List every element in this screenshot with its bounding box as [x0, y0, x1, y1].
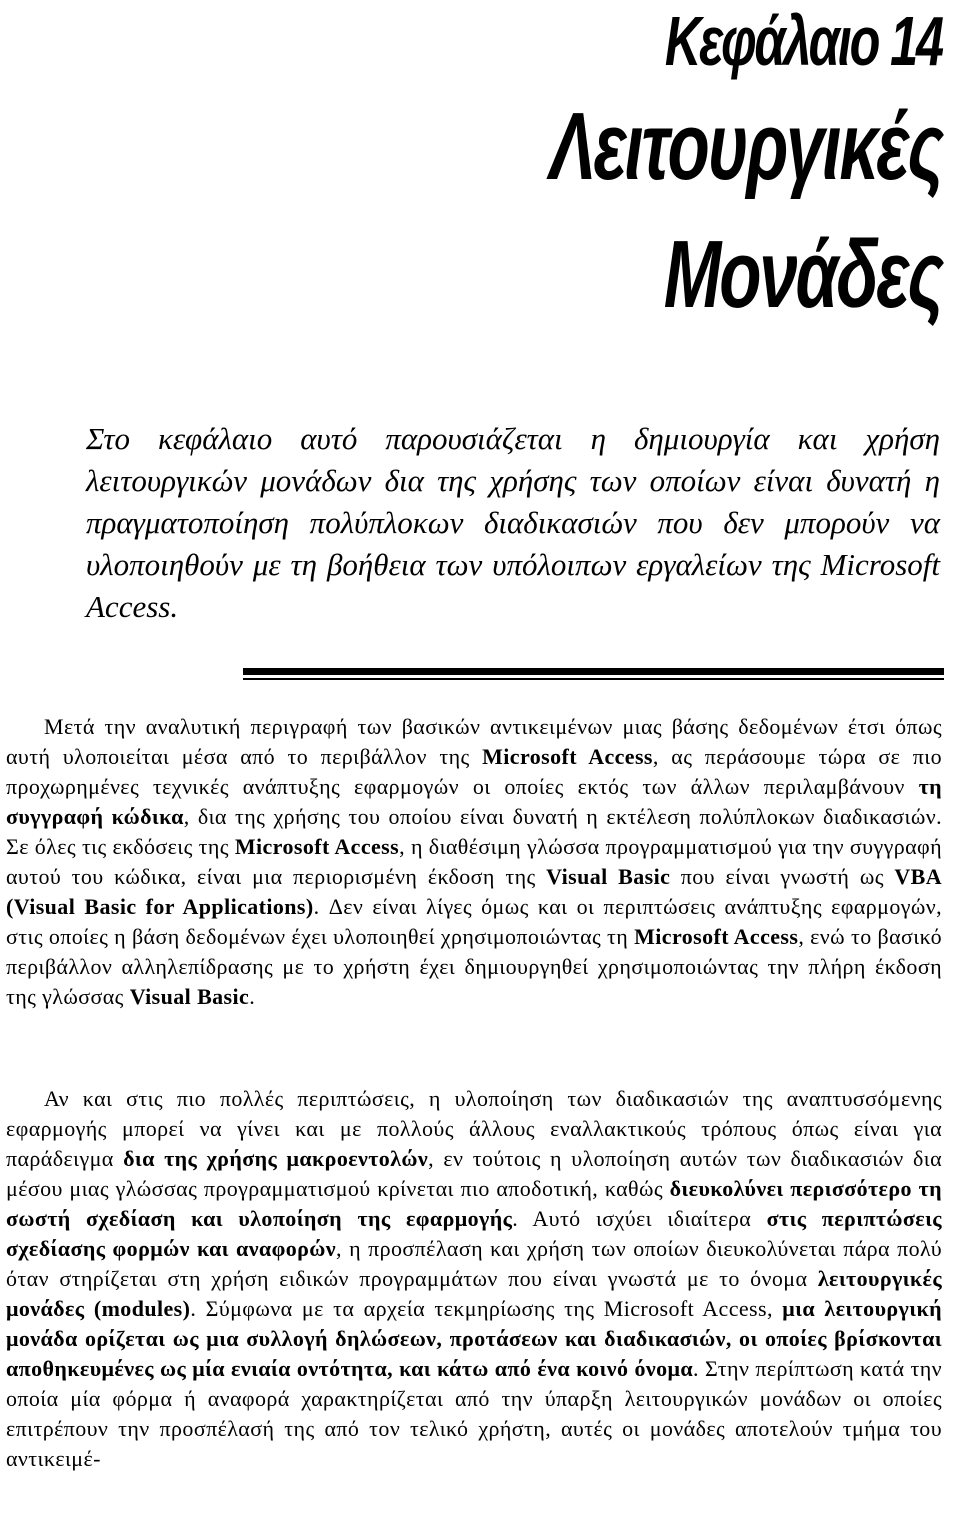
para1-bold-5: VBA (Visual Basic for Applications) [6, 864, 942, 919]
para1-bold-7: Visual Basic [129, 984, 250, 1009]
para2-text-3: . Αυτό ισχύει ιδιαίτερα [512, 1206, 767, 1231]
body-paragraph-2 [6, 1084, 942, 1474]
para2-bold-4: λειτουργικές μονάδες (modules) [6, 1266, 942, 1321]
chapter-intro-text: Στο κεφάλαιο αυτό παρουσιάζεται η δημιουργία και χρήση λειτουργικών μονάδων δια της χρήσης των οποίων είναι δυνατή η πραγματοποίηση πολύπλοκων διαδικασιών που δεν μπορούν να υλοποιηθούν με τη βοήθεια των υπόλοιπων εργαλείων της Microsoft Access. [86, 421, 940, 624]
para2-text-5: . Σύμφωνα με τα αρχεία τεκμηρίωσης της Microsoft Access, [190, 1296, 783, 1321]
para2-bold-1: δια της χρήσης μακροεντολών [123, 1146, 429, 1171]
section-divider [243, 668, 944, 680]
para2-text-2: , εν τούτοις η υλοποίηση αυτών των διαδικασιών δια μέσου μιας γλώσσας προγραμματισμού κρίνεται πιο αποδοτική, καθώς [6, 1146, 943, 1201]
divider-thick-rule [243, 668, 944, 675]
para1-text-2: , ας περάσουμε τώρα σε πιο προχωρημένες τεχνικές ανάπτυξης εφαρμογών οι οποίες εκτός των άλλων περιλαμβάνουν [6, 744, 942, 799]
para1-bold-3: Microsoft Access [234, 834, 400, 859]
para1-bold-1: Microsoft Access [482, 744, 653, 769]
divider-thin-rule [243, 678, 944, 680]
para2-bold-2: διευκολύνει περισσότερο τη σωστή σχεδίαση και υλοποίηση της εφαρμογής [6, 1176, 942, 1231]
para1-text-7: , ενώ το βασικό περιβάλλον αλληλεπίδρασης με το χρήστη έχει δημιουργηθεί χρησιμοποιώντας την πλήρη έκδοση της γλώσσας [6, 924, 942, 1009]
para1-text-8: . [249, 984, 256, 1009]
para2-text-1: Αν και στις πιο πολλές περιπτώσεις, η υλοποίηση των διαδικασιών της αναπτυσσόμενης εφαρμογής μπορεί να γίνει και με πολλούς άλλους εναλλακτικούς τρόπους όπως είναι για παράδειγμα [6, 1086, 942, 1171]
para1-text-6: . Δεν είναι λίγες όμως και οι περιπτώσεις ανάπτυξης εφαρμογών, στις οποίες η βάση δεδομένων έχει υλοποιηθεί χρησιμοποιώντας τη [6, 894, 942, 949]
para1-text-1: Μετά την αναλυτική περιγραφή των βασικών αντικειμένων μιας βάσης δεδομένων έτσι όπως αυτή υλοποιείται μέσα από το περιβάλλον της [6, 714, 942, 769]
chapter-title-line2: Μονάδες [663, 221, 942, 328]
para1-text-5: που είναι γνωστή ως [670, 864, 895, 889]
para1-text-3: , δια της χρήσης του οποίου είναι δυνατή η εκτέλεση πολύπλοκων διαδικασιών. Σε όλες τις εκδόσεις της [6, 804, 942, 859]
chapter-title [397, 0, 942, 338]
para2-bold-3: στις περιπτώσεις σχεδίασης φορμών και αναφορών [6, 1206, 942, 1261]
para1-bold-2: τη συγγραφή κώδικα [6, 774, 942, 829]
para2-text-6: . Στην περίπτωση κατά την οποία μία φόρμα ή αναφορά χαρακτηρίζεται από την ύπαρξη λειτουργικών μονάδων οι οποίες επιτρέπουν την προσπέλασή της από τον τελικό χρήστη, αυτές οι μονάδες αποτελούν τμήμα του αντικειμέ- [6, 1356, 942, 1471]
para2-bold-5: μια λειτουργική μονάδα ορίζεται ως μια συλλογή δηλώσεων, προτάσεων και διαδικασιών, οι οποίες βρίσκονται αποθηκευμένες ως μία ενιαία οντότητα, και κάτω από ένα κοινό όνομα [6, 1296, 942, 1381]
para2-text-4: , η προσπέλαση και χρήση των οποίων διευκολύνεται πάρα πολύ όταν στηρίζεται στη χρήση ειδικών προγραμμάτων που είναι γνωστά με το όνομα [6, 1236, 942, 1291]
para1-bold-4: Visual Basic [546, 864, 671, 889]
para1-bold-6: Microsoft Access [634, 924, 799, 949]
body-paragraph-1 [6, 712, 942, 1012]
chapter-title-line1: Λειτουργικές [549, 93, 942, 200]
chapter-intro [8, 418, 940, 628]
chapter-number: Κεφάλαιο 14 [665, 2, 942, 80]
para1-text-4: , η διαθέσιμη γλώσσα προγραμματισμού για την συγγραφή αυτού του κώδικα, είναι μια περιορισμένη έκδοση της [6, 834, 942, 889]
